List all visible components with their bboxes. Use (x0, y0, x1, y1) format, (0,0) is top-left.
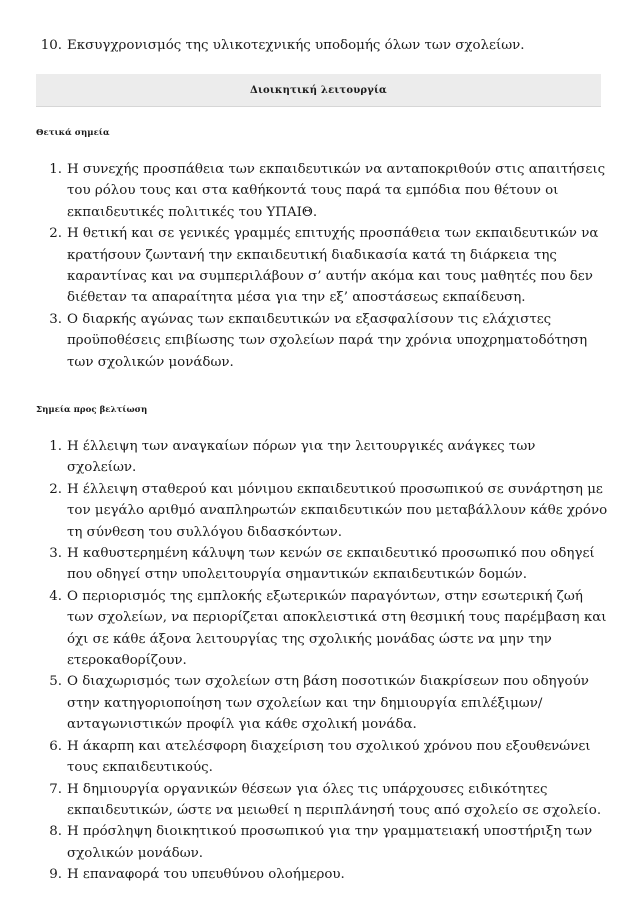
list-item-text: Ο διαχωρισμός των σχολείων στη βάση ποσοτικών διακρίσεων που οδηγούν στην κατηγοριοποίηση των σχολείων και την δημιουργία επιλέξιμων/ανταγωνιστικών προφίλ για κάθε σχολική μονάδα. (67, 674, 589, 733)
list-item-number: 8. (49, 824, 62, 840)
list-item-number: 1. (49, 162, 62, 177)
improvement-points-heading: Σημεία προς βελτίωση (36, 405, 148, 415)
list-item-text: Εκσυγχρονισμός της υλικοτεχνικής υποδομής όλων των σχολείων. (67, 38, 525, 53)
list-item (0, 309, 638, 373)
list-item-text: Η άκαρπη και ατελέσφορη διαχείριση του σχολικού χρόνου που εξουθενώνει τους εκπαιδευτικούς. (67, 738, 591, 776)
list-item (0, 736, 638, 779)
positive-points-list (0, 159, 638, 373)
list-item-number: 4. (49, 588, 62, 604)
list-item-number: 7. (49, 781, 62, 797)
list-item (0, 671, 638, 735)
list-item-text: Η έλλειψη των αναγκαίων πόρων για την λειτουργικές ανάγκες των σχολείων. (67, 439, 536, 476)
list-item-text: Η επαναφορά του υπευθύνου ολοήμερου. (67, 867, 345, 883)
list-item-text: Η πρόσληψη διοικητικού προσωπικού για την γραμματειακή υποστήριξη των σχολικών μονάδων. (67, 824, 593, 861)
list-item-text: Η δημιουργία οργανικών θέσεων για όλες τις υπάρχουσες ειδικότητες εκπαιδευτικών, ώστε να μειωθεί η περιπλάνησή τους από σχολείο σε σχολείο. (67, 781, 602, 818)
list-item (0, 479, 638, 543)
list-item (0, 543, 638, 586)
positive-points-heading: Θετικά σημεία (36, 128, 110, 138)
list-item-number: 9. (49, 867, 62, 883)
list-item-number: 2. (49, 481, 62, 497)
list-item-number: 5. (49, 674, 62, 690)
list-item-number: 1. (49, 439, 62, 454)
list-item (0, 436, 638, 479)
list-item-text: Η έλλειψη σταθερού και μόνιμου εκπαιδευτικού προσωπικού σε συνάρτηση με τον μεγάλο αριθμό αναπληρωτών εκπαιδευτικών που μεταβάλλουν κάθε χρόνο τη σύνθεση του συλλόγου διδασκόντων. (67, 481, 608, 540)
section-title-bar (36, 74, 601, 107)
list-item (0, 779, 638, 822)
list-item-text: Η θετική και σε γενικές γραμμές επιτυχής προσπάθεια των εκπαιδευτικών να κρατήσουν ζωντανή την εκπαιδευτική διαδικασία κατά τη διάρκεια της καραντίνας και να συμπεριλάβουν σ’ αυτήν ακόμα και τους μαθητές που δεν διέθεταν τα απαραίτητα μέσα για την εξ’ αποστάσεως εκπαίδευση. (67, 226, 599, 306)
list-item (0, 159, 638, 223)
list-item-text: Ο περιορισμός της εμπλοκής εξωτερικών παραγόντων, στην εσωτερική ζωή των σχολείων, να περιορίζεται αποκλειστικά στη θεσμική τους παρέμβαση και όχι σε κάθε άξονα λειτουργίας της σχολικής μονάδας ώστε να μην την ετεροκαθορίζουν. (67, 588, 607, 669)
section-title: Διοικητική λειτουργία (250, 84, 387, 96)
improvement-points-list (0, 436, 638, 886)
list-item-text: Ο διαρκής αγώνας των εκπαιδευτικών να εξασφαλίσουν τις ελάχιστες προϋποθέσεις επιβίωσης των σχολείων παρά την χρόνια υποχρηματοδότηση των σχολικών μονάδων. (67, 311, 588, 370)
list-item (0, 586, 638, 672)
top-list (0, 35, 638, 56)
list-item (0, 223, 638, 309)
list-item-number: 3. (49, 546, 62, 562)
list-item-text: Η καθυστερημένη κάλυψη των κενών σε εκπαιδευτικό προσωπικό που οδηγεί που οδηγεί στην υπολειτουργία σημαντικών εκπαιδευτικών δομών. (67, 546, 595, 583)
list-item (0, 821, 638, 864)
list-item (0, 864, 638, 885)
list-item-number: 2. (49, 226, 62, 242)
list-item-text: Η συνεχής προσπάθεια των εκπαιδευτικών να ανταποκριθούν στις απαιτήσεις του ρόλου τους και στα καθήκοντά τους παρά τα εμπόδια που θέτουν οι εκπαιδευτικές πολιτικές του ΥΠΑΙΘ. (67, 162, 606, 220)
list-item (0, 35, 638, 56)
list-item-number: 3. (49, 311, 62, 327)
list-item-number: 10. (40, 38, 62, 53)
list-item-number: 6. (49, 738, 62, 754)
